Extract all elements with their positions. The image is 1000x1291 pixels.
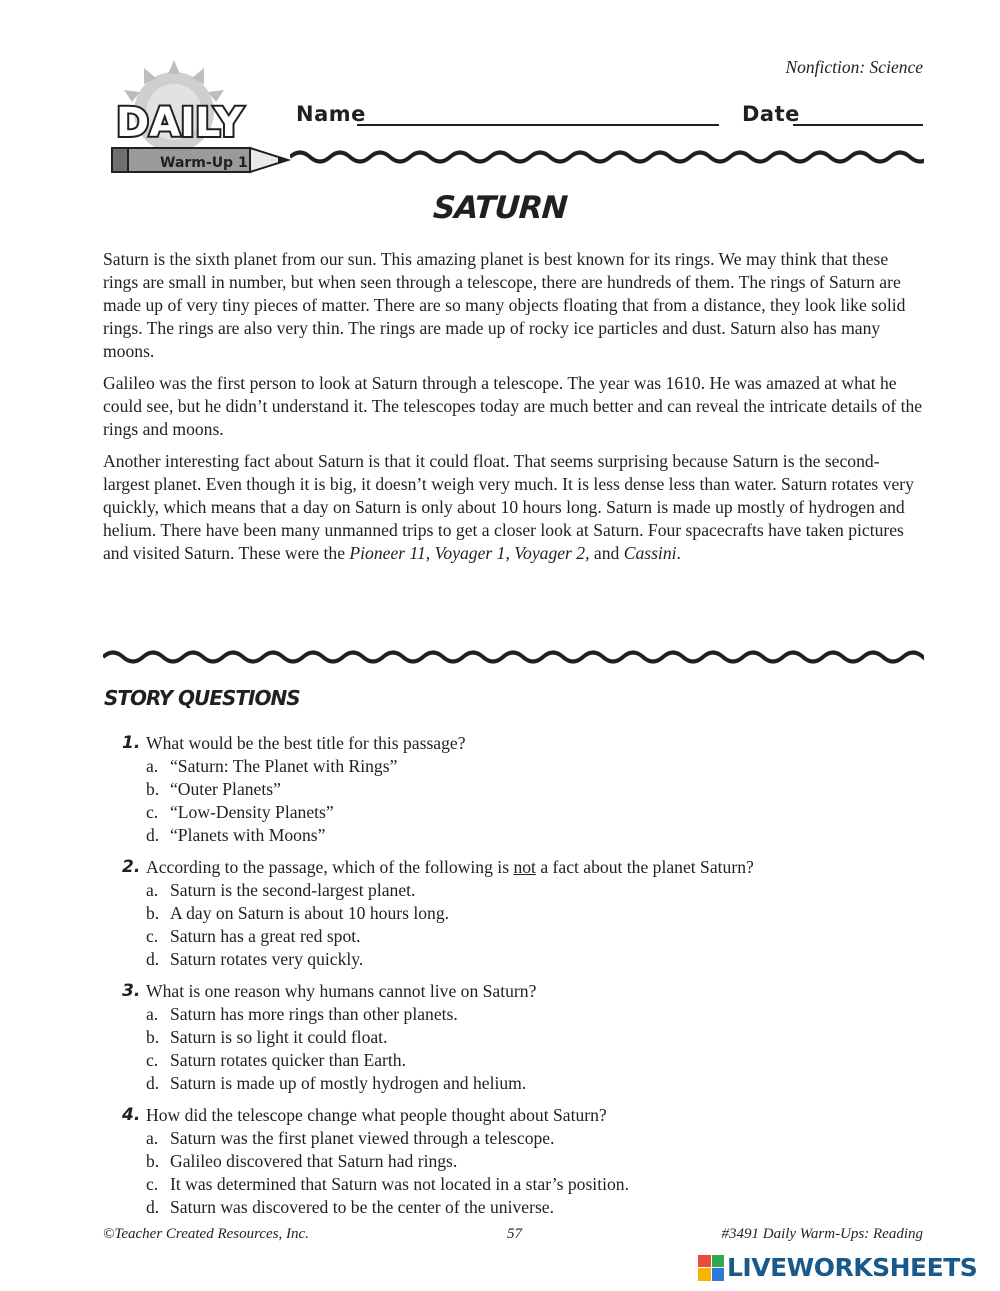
svg-text:DAILY: DAILY: [116, 100, 244, 146]
section-wave-divider: [103, 646, 924, 668]
answer-option[interactable]: a. Saturn has more rings than other planets.: [146, 1004, 458, 1024]
questions-list: [122, 732, 922, 1228]
question-1: [122, 732, 922, 847]
svg-text:Warm-Up 1: Warm-Up 1: [160, 155, 248, 171]
answer-option[interactable]: d. Saturn is made up of mostly hydrogen and helium.: [146, 1073, 527, 1093]
answer-option[interactable]: b. Galileo discovered that Saturn had rings.: [146, 1151, 458, 1171]
answer-option[interactable]: b. Saturn is so light it could float.: [146, 1027, 388, 1047]
answer-option[interactable]: b. “Outer Planets”: [146, 779, 281, 799]
question-number: 1.: [122, 733, 141, 753]
question-number: 2.: [122, 857, 141, 877]
answer-option[interactable]: d. Saturn rotates very quickly.: [146, 949, 364, 969]
date-label: Date: [742, 102, 800, 126]
story-questions-heading: STORY QUESTIONS: [104, 686, 300, 710]
question-3: [122, 980, 922, 1095]
question-4: [122, 1104, 922, 1219]
header-wave-divider: [290, 146, 924, 168]
watermark-text: LIVEWORKSHEETS: [727, 1253, 978, 1282]
date-field[interactable]: [793, 124, 923, 126]
question-number: 4.: [122, 1105, 141, 1125]
question-2: [122, 856, 922, 971]
answer-option[interactable]: c. Saturn rotates quicker than Earth.: [146, 1050, 406, 1070]
answer-option[interactable]: a. Saturn is the second-largest planet.: [146, 880, 416, 900]
footer-book-title: #3491 Daily Warm-Ups: Reading: [721, 1226, 923, 1242]
answer-option[interactable]: b. A day on Saturn is about 10 hours long.: [146, 903, 450, 923]
question-text: How did the telescope change what people thought about Saturn?: [146, 1105, 607, 1125]
question-text: What would be the best title for this passage?: [146, 733, 466, 753]
footer-page-number: 57: [507, 1226, 522, 1242]
answer-option[interactable]: a. “Saturn: The Planet with Rings”: [146, 756, 398, 776]
name-label: Name: [296, 102, 366, 126]
answer-option[interactable]: d. Saturn was discovered to be the center of the universe.: [146, 1197, 554, 1217]
reading-passage: [103, 248, 923, 574]
question-number: 3.: [122, 981, 141, 1001]
category-label: Nonfiction: Science: [785, 57, 923, 77]
passage-paragraph: Galileo was the first person to look at Saturn through a telescope. The year was 1610. He was amazed at what he could see, but he didn’t understand it. The telescopes today are much better and can reveal the intricate details of the rings and moons.: [103, 373, 923, 439]
question-text: According to the passage, which of the following is not a fact about the planet Saturn?: [146, 857, 754, 877]
name-field[interactable]: [357, 124, 719, 126]
daily-warmup-logo: [104, 60, 294, 185]
answer-option[interactable]: c. “Low-Density Planets”: [146, 802, 334, 822]
answer-option[interactable]: a. Saturn was the first planet viewed through a telescope.: [146, 1128, 555, 1148]
liveworksheets-watermark: [698, 1253, 977, 1282]
answer-option[interactable]: d. “Planets with Moons”: [146, 825, 326, 845]
answer-option[interactable]: c. Saturn has a great red spot.: [146, 926, 361, 946]
passage-paragraph: Another interesting fact about Saturn is that it could float. That seems surprising because Saturn is the second-largest planet. Even though it is big, it doesn’t weigh very much. It is less dense less than water. Saturn rotates very quickly, which means that a day on Saturn is only about 10 hours long. Saturn is made up mostly of hydrogen and helium. There have been many unmanned trips to get a closer look at Saturn. Four spacecrafts have taken pictures and visited Saturn. These were the Pioneer 11, Voyager 1, Voyager 2, and Cassini.: [103, 451, 914, 563]
question-text: What is one reason why humans cannot live on Saturn?: [146, 981, 537, 1001]
passage-title: SATURN: [431, 190, 569, 226]
liveworksheets-logo-icon: [698, 1255, 724, 1281]
footer-copyright: ©Teacher Created Resources, Inc.: [103, 1226, 309, 1242]
passage-paragraph: Saturn is the sixth planet from our sun. This amazing planet is best known for its rings. We may think that these rings are small in number, but when seen through a telescope, there are hundreds of them. The rings of Saturn are made up of very tiny pieces of matter. There are so many objects floating that from a distance, they look like solid rings. The rings are also very thin. The rings are made up of rocky ice particles and dust. Saturn also has many moons.: [103, 249, 906, 361]
answer-option[interactable]: c. It was determined that Saturn was not located in a star’s position.: [146, 1174, 629, 1194]
